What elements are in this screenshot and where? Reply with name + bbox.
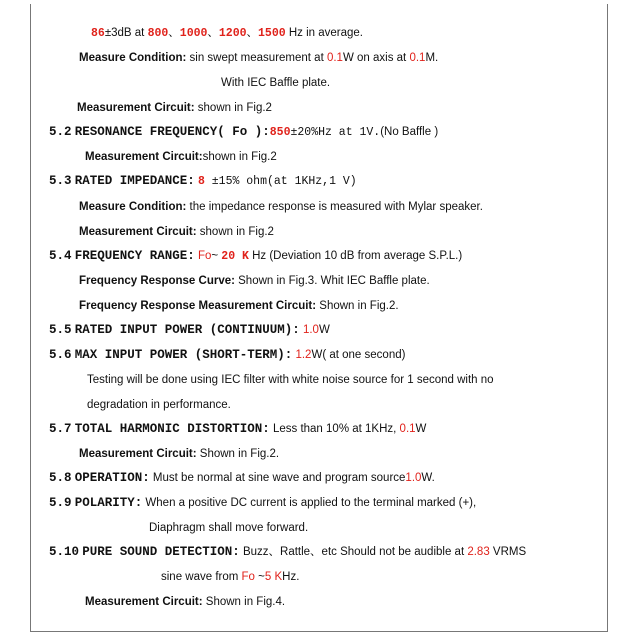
section-5-6: 5.6 MAX INPUT POWER (SHORT-TERM): 1.2W( at one second) bbox=[49, 348, 406, 362]
line-iec-baffle: With IEC Baffle plate. bbox=[221, 77, 331, 89]
line-testing-note: Testing will be done using IEC filter with white noise source for 1 second with no bbox=[87, 374, 494, 386]
line-degradation: degradation in performance. bbox=[87, 399, 231, 411]
line-spl: 86±3dB at 800、1000、1200、1500 Hz in average. bbox=[91, 27, 363, 40]
line-measurement-circuit-1: Measurement Circuit: shown in Fig.2 bbox=[77, 102, 272, 114]
section-5-5: 5.5 RATED INPUT POWER (CONTINUUM): 1.0W bbox=[49, 323, 330, 337]
line-measure-condition-2: Measure Condition: the impedance response is measured with Mylar speaker. bbox=[79, 201, 483, 213]
line-diaphragm: Diaphragm shall move forward. bbox=[149, 522, 309, 534]
spec-sheet bbox=[30, 4, 608, 632]
section-5-3: 5.3 RATED IMPEDANCE: 8 ±15% ohm(at 1KHz,1 V) bbox=[49, 174, 357, 188]
line-measurement-circuit-4: Measurement Circuit: Shown in Fig.2. bbox=[79, 448, 280, 460]
line-measurement-circuit-5: Measurement Circuit: Shown in Fig.4. bbox=[85, 596, 286, 608]
section-5-7: 5.7 TOTAL HARMONIC DISTORTION: Less than 10% at 1KHz, 0.1W bbox=[49, 422, 427, 436]
section-5-10: 5.10 PURE SOUND DETECTION: Buzz、Rattle、etc Should not be audible at 2.83 VRMS bbox=[49, 545, 527, 559]
line-frequency-response-curve: Frequency Response Curve: Shown in Fig.3. Whit IEC Baffle plate. bbox=[79, 275, 430, 287]
section-5-8: 5.8 OPERATION: Must be normal at sine wave and program source1.0W. bbox=[49, 471, 435, 485]
section-5-2: 5.2 RESONANCE FREQUENCY( Fo ):850±20%Hz at 1V.(No Baffle ) bbox=[49, 125, 439, 139]
line-measurement-circuit-3: Measurement Circuit: shown in Fig.2 bbox=[79, 226, 274, 238]
line-frequency-response-circuit: Frequency Response Measurement Circuit: Shown in Fig.2. bbox=[79, 300, 399, 312]
line-measurement-circuit-2: Measurement Circuit:shown in Fig.2 bbox=[85, 151, 277, 163]
line-sine-wave: sine wave from Fo ~5 KHz. bbox=[161, 571, 300, 583]
line-measure-condition-1: Measure Condition: sin swept measurement at 0.1W on axis at 0.1M. bbox=[79, 52, 439, 64]
section-5-9: 5.9 POLARITY: When a positive DC current is applied to the terminal marked (+), bbox=[49, 496, 477, 510]
section-5-4: 5.4 FREQUENCY RANGE: Fo~ 20 K Hz (Deviation 10 dB from average S.P.L.) bbox=[49, 249, 463, 263]
